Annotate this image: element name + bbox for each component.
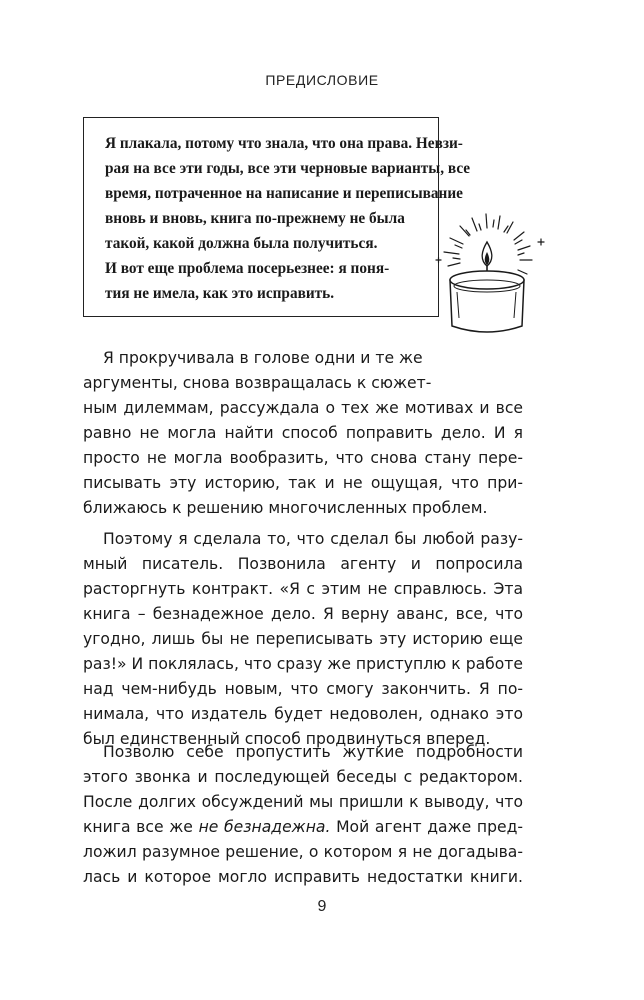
text-line: аргументы, снова возвращалась к сюжет- (83, 374, 432, 392)
text-line: ным дилеммам, рассуждала о тех же мотивах и все (83, 399, 523, 417)
text-line: книга – безнадежное дело. Я верну аванс, все, что (83, 605, 523, 623)
text-line: писывать эту историю, так и не ощущая, что при- (83, 474, 523, 492)
quote-line: Я плакала, потому что знала, что она права. Невзи- (105, 135, 463, 152)
italic-emphasis: не безнадежна. (198, 818, 331, 836)
quote-line: тия не имела, как это исправить. (105, 285, 335, 302)
text-line: После долгих обсуждений мы пришли к выводу, что (83, 793, 523, 811)
text-line: раз!» И поклялась, что сразу же приступлю к работе (83, 655, 523, 673)
text-line: ложил разумное решение, о котором я не догадыва- (83, 843, 523, 861)
text-line: Я прокручивала в голове одни и те же (103, 349, 423, 367)
text-line: ближаюсь к решению многочисленных проблем. (83, 499, 488, 517)
text-line: нимала, что издатель будет недоволен, однако это (83, 705, 523, 723)
quote-line: рая на все эти годы, все эти черновые варианты, все (105, 160, 471, 177)
text-line: равно не могла найти способ поправить дело. И я (83, 424, 523, 442)
quote-line: вновь и вновь, книга по-прежнему не была (105, 210, 405, 227)
text-line: Поэтому я сделала то, что сделал бы любой разу- (103, 530, 523, 548)
text-line: над чем-нибудь новым, что смогу закончить. Я по- (83, 680, 523, 698)
text-line: угодно, лишь бы не переписывать эту историю еще (83, 630, 523, 648)
text-line: просто не могла вообразить, что снова стану пере- (83, 449, 523, 467)
quote-box (83, 117, 471, 317)
text-line: расторгнуть контракт. «Я с этим не справлюсь. Эта (83, 580, 523, 598)
running-header: ПРЕДИСЛОВИЕ (265, 72, 379, 88)
text-line: этого звонка и последующей беседы с редактором. (83, 768, 523, 786)
quote-line: И вот еще проблема посерьезнее: я поня- (105, 260, 390, 277)
text-line-with-italic (83, 816, 523, 838)
text-line: лась и которое могло исправить недостатки книги. (83, 868, 523, 886)
text-line: Позволю себе пропустить жуткие подробности (103, 743, 523, 761)
quote-line: такой, какой должна была получиться. (105, 235, 378, 252)
page-number: 9 (317, 898, 327, 915)
candle-icon (424, 200, 564, 340)
text-line: был единственный способ продвинуться вперед. (83, 730, 491, 748)
quote-line: время, потраченное на написание и переписывание (105, 185, 463, 202)
text-fragment: книга все же (83, 818, 199, 836)
text-line: мный писатель. Позвонила агенту и попросила (83, 555, 523, 573)
text-fragment: Мой агент даже пред- (330, 818, 523, 836)
